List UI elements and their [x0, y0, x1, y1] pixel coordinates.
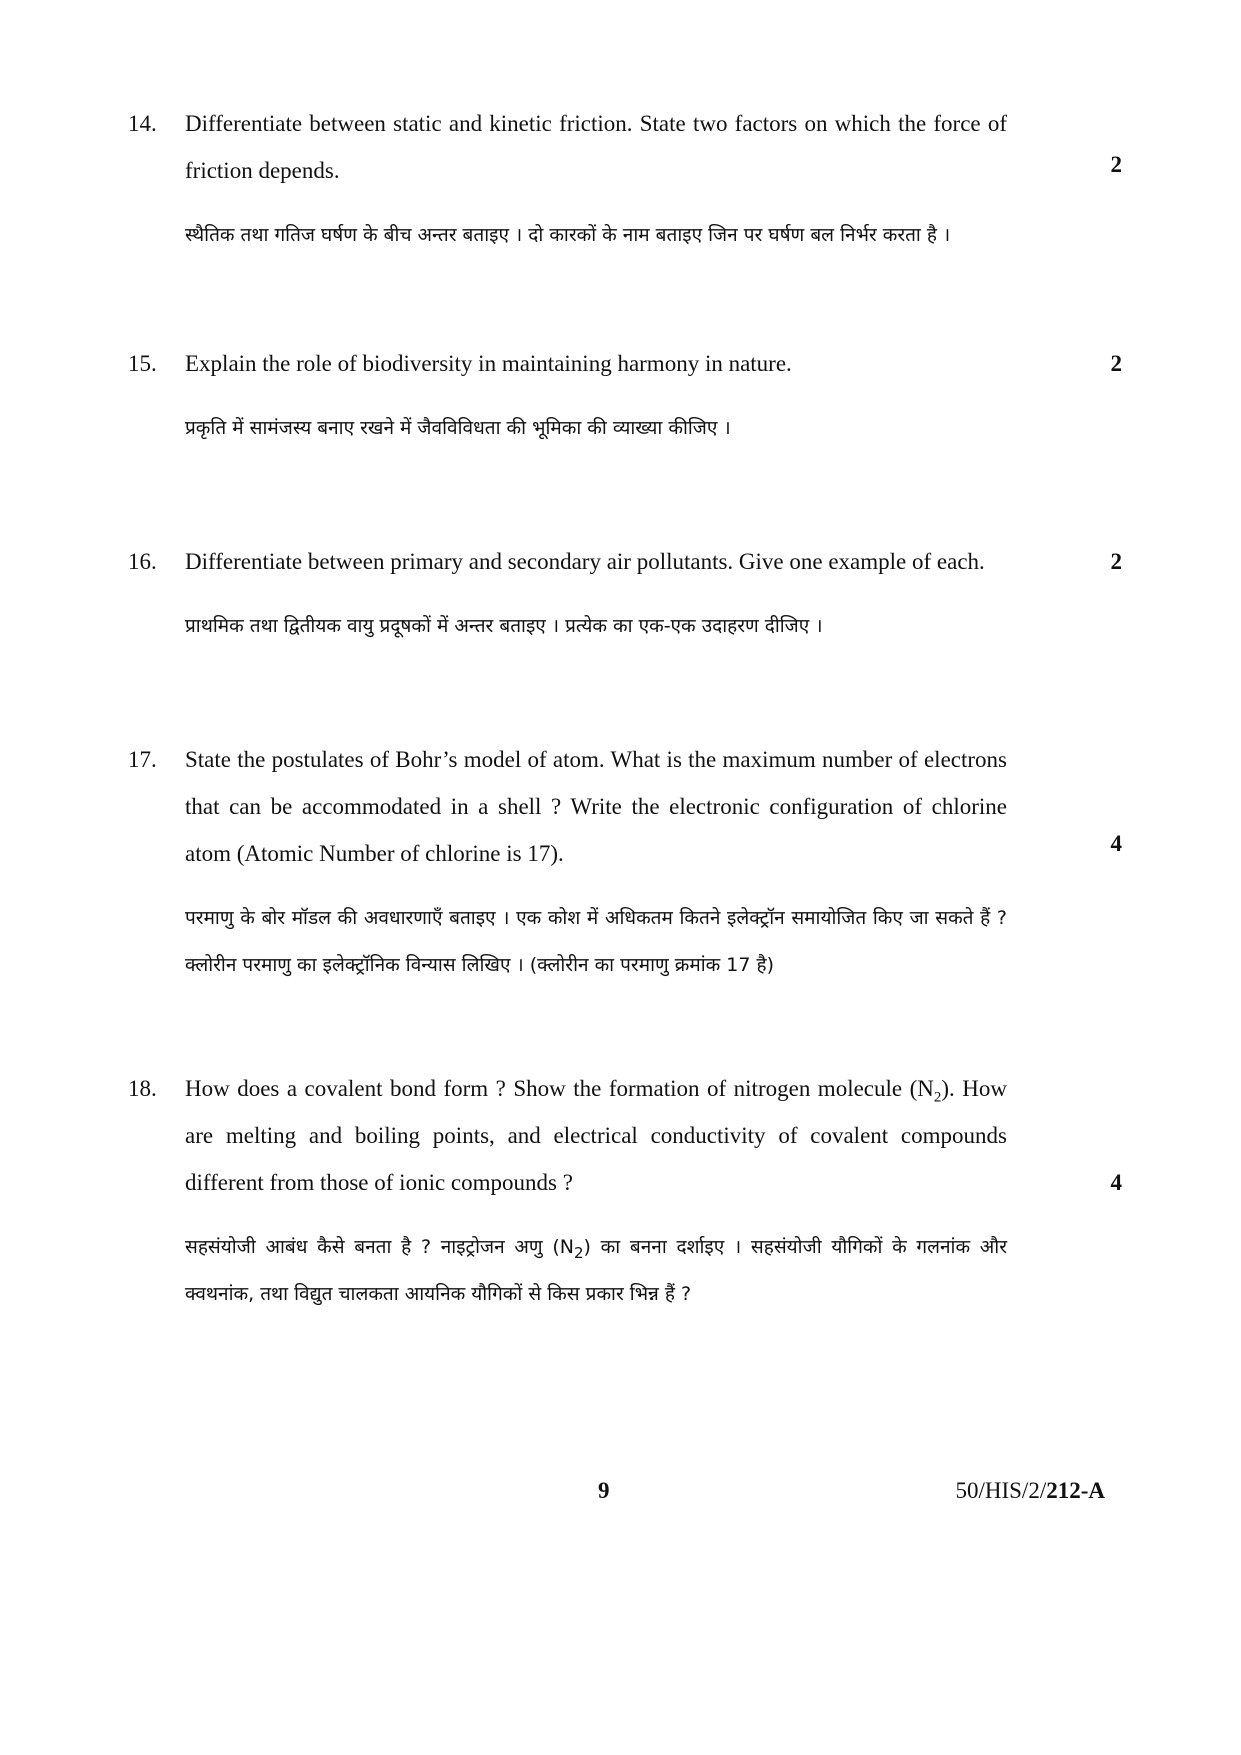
question-text-hindi: प्रकृति में सामंजस्य बनाए रखने में जैवविविधता की भूमिका की व्याख्या कीजिए ।	[185, 417, 731, 439]
question-text-english: Differentiate between static and kinetic friction. State two factors on which the force of friction depends.	[185, 111, 1007, 183]
question-text-english: Explain the role of biodiversity in maintaining harmony in nature.	[185, 351, 792, 376]
question-marks: 4	[1110, 831, 1122, 856]
hindi-text-part: सहसंयोजी आबंध कैसे बनता है ? नाइट्रोजन अणु (N	[185, 1236, 574, 1258]
question-body	[185, 100, 1122, 259]
page-number: 9	[598, 1478, 610, 1503]
question-marks: 2	[1110, 152, 1122, 177]
question-marks: 2	[1110, 549, 1122, 574]
question-text-english	[185, 1065, 1007, 1206]
question-text-english: State the postulates of Bohr’s model of atom. What is the maximum number of electrons that can be accommodated in a shell ? Write the electronic configuration of chlorine atom (Atomic Number of chlorine is 17).	[185, 747, 1007, 866]
question-number: 17.	[128, 747, 157, 772]
hindi-text-part: ) का बनना दर्शाइए । सहसंयोजी यौगिकों के गलनांक और क्वथनांक, तथा विद्युत चालकता आयनिक यौगिकों से किस प्रकार भिन्न हैं ?	[185, 1236, 1007, 1305]
question-text-hindi: स्थैतिक तथा गतिज घर्षण के बीच अन्तर बताइए । दो कारकों के नाम बताइए जिन पर घर्षण बल निर्भर करता है ।	[185, 224, 951, 246]
paper-code	[955, 1478, 1105, 1504]
question-number: 15.	[128, 351, 157, 376]
paper-code-prefix: 50/HIS/2/	[955, 1478, 1047, 1503]
question-marks: 4	[1110, 1170, 1122, 1195]
question-text-hindi: प्राथमिक तथा द्वितीयक वायु प्रदूषकों में अन्तर बताइए । प्रत्येक का एक-एक उदाहरण दीजिए ।	[185, 615, 823, 637]
english-text-part: ). How are melting and boiling points, and electrical conductivity of covalent compounds different from those of ionic compounds ?	[185, 1076, 1007, 1195]
question-body	[185, 340, 1122, 452]
subscript-2: 2	[574, 1243, 584, 1262]
question-body	[185, 1065, 1122, 1318]
question-body	[185, 538, 1122, 650]
question-text-hindi	[185, 1224, 1007, 1318]
question-number: 16.	[128, 549, 157, 574]
question-text-hindi: परमाणु के बोर मॉडल की अवधारणाएँ बताइए । एक कोश में अधिकतम कितने इलेक्ट्रॉन समायोजित किए जा सकते हैं ? क्लोरीन परमाणु का इलेक्ट्रॉनिक विन्यास लिखिए । (क्लोरीन का परमाणु क्रमांक 17 है)	[185, 907, 1007, 976]
question-text-english: Differentiate between primary and secondary air pollutants. Give one example of each.	[185, 549, 985, 574]
question-number: 18.	[128, 1076, 157, 1101]
question-body	[185, 736, 1122, 989]
question-number: 14.	[128, 111, 157, 136]
subscript-2: 2	[933, 1089, 942, 1106]
question-marks: 2	[1110, 351, 1122, 376]
paper-code-bold: 212-A	[1046, 1478, 1105, 1503]
english-text-part: How does a covalent bond form ? Show the formation of nitrogen molecule (N	[185, 1076, 934, 1101]
